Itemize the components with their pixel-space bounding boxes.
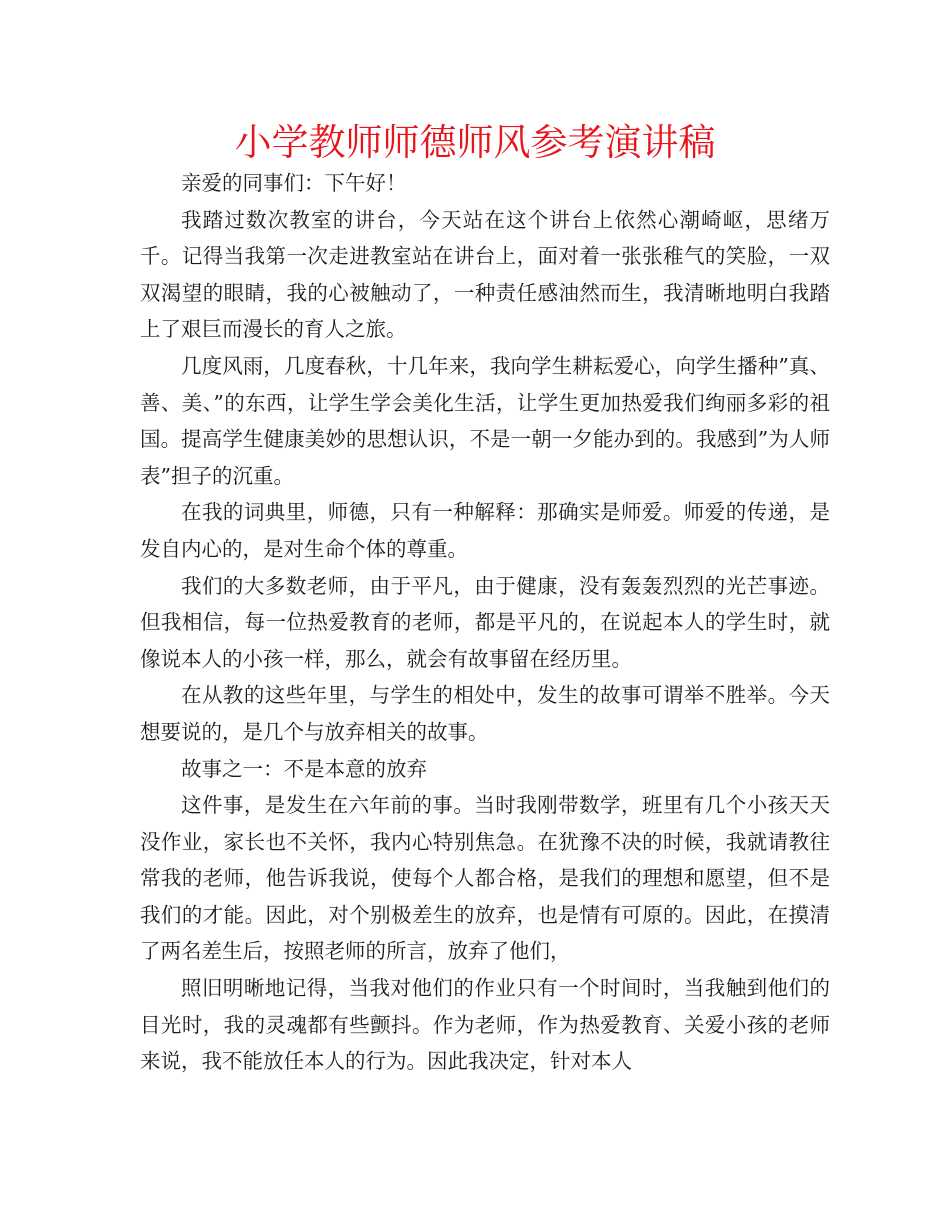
paragraph: 故事之一：不是本意的放弃: [181, 756, 427, 781]
document-body: [140, 165, 830, 1080]
paragraph: 我们的大多数老师，由于平凡，由于健康，没有轰轰烈烈的光芒事迹。但我相信，每一位热爱教育的老师，都是平凡的，在说起本人的学生时，就像说本人的小孩一样，那么，就会有故事留在经历里。: [140, 573, 830, 671]
paragraph: 我踏过数次教室的讲台，今天站在这个讲台上依然心潮崎岖，思绪万千。记得当我第一次走进教室站在讲台上，面对着一张张稚气的笑脸，一双双渴望的眼睛，我的心被触动了，一种责任感油然而生，我清晰地明白我踏上了艰巨而漫长的育人之旅。: [140, 207, 830, 342]
document-title: 小学教师师德师风参考演讲稿: [234, 121, 716, 164]
paragraph: 亲爱的同事们：下午好！: [181, 171, 407, 195]
paragraph: 照旧明晰地记得，当我对他们的作业只有一个时间时，当我触到他们的目光时，我的灵魂都有些颤抖。作为老师，作为热爱教育、关爱小孩的老师来说，我不能放任本人的行为。因此我决定，针对本人: [140, 976, 830, 1074]
paragraph: 在我的词典里，师德，只有一种解释：那确实是师爱。师爱的传递，是发自内心的，是对生命个体的尊重。: [140, 500, 830, 561]
paragraph: 这件事，是发生在六年前的事。当时我刚带数学，班里有几个小孩天天没作业，家长也不关怀，我内心特别焦急。在犹豫不决的时候，我就请教往常我的老师，他告诉我说，使每个人都合格，是我们的理想和愿望，但不是我们的才能。因此，对个别极差生的放弃，也是情有可原的。因此，在摸清了两名差生后，按照老师的所言，放弃了他们，: [140, 793, 830, 964]
paragraph: 在从教的这些年里，与学生的相处中，发生的故事可谓举不胜举。今天想要说的，是几个与放弃相关的故事。: [140, 683, 830, 744]
paragraph: 几度风雨，几度春秋，十几年来，我向学生耕耘爱心，向学生播种”真、善、美、”的东西，让学生学会美化生活，让学生更加热爱我们绚丽多彩的祖国。提高学生健康美妙的思想认识，不是一朝一夕能办到的。我感到”为人师表”担子的沉重。: [140, 353, 830, 488]
